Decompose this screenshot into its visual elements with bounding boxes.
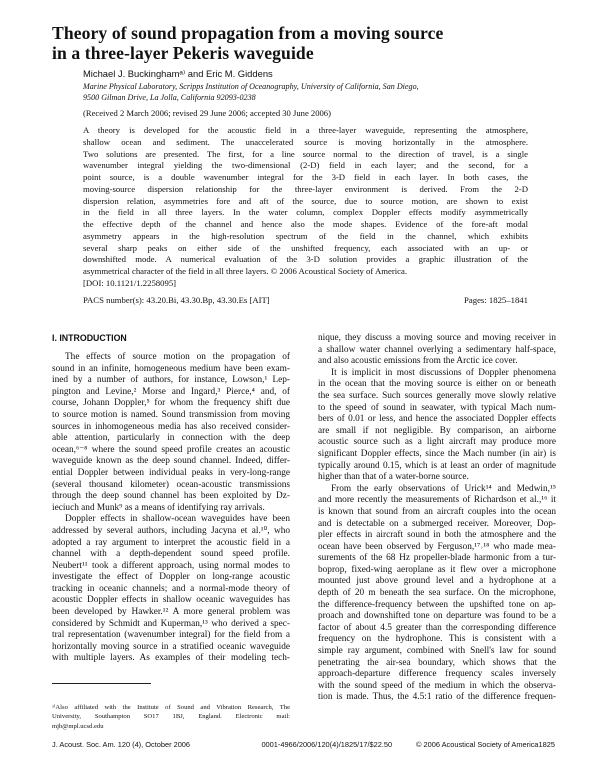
- paragraph: [318, 484, 556, 704]
- text-line: with the sound speed of the medium in which the observa-: [318, 680, 556, 691]
- text-line: (several thousand kilometer) ocean-acoustic transmissions: [52, 479, 290, 490]
- text-line: tracking in oceanic channels; and a normal-mode theory of: [52, 583, 290, 594]
- paragraph: [318, 368, 556, 484]
- pacs-row: [83, 295, 528, 305]
- text-line: surements of the 68 Hz propeller-blade harmonic from a tur-: [318, 553, 556, 564]
- copyright: © 2006 Acoustical Society of America: [416, 740, 539, 749]
- text-line: and is detectable on a submerged receiver. Moreover, Dop-: [318, 518, 556, 529]
- text-line: tral representation (wavenumber integral) for the field from a: [52, 630, 290, 641]
- text-line: Doppler effects in shallow-ocean waveguides have been: [65, 514, 290, 525]
- text-line: and also acoustic emissions from the Arctic ice cover.: [318, 356, 518, 367]
- abstract-line: wavenumber integral yielding the two-dimensional (2-D) field in each layer; and the second, for a: [83, 160, 528, 171]
- text-line: and more recently the measurements of Richardson et al.,¹⁶ it: [318, 495, 556, 506]
- text-line: acoustic Doppler effects in shallow oceanic waveguides has: [52, 595, 290, 606]
- footnote-divider: [52, 683, 151, 684]
- text-line: bers of 0.01 or less, and hence the associated Doppler effects: [318, 414, 556, 425]
- journal-citation: J. Acoust. Soc. Am. 120 (4), October 2006: [52, 740, 191, 749]
- text-line: approach-departure difference frequency scales inversely: [318, 669, 556, 680]
- text-line: addressed by several authors, including Jacyna et al.¹⁰, who: [52, 525, 290, 536]
- affiliation: [83, 81, 419, 103]
- text-line: ined by a number of authors, for instance, Lowson,¹ Lep-: [52, 375, 290, 386]
- text-line: been developed by Hawker.¹² A more general problem was: [52, 607, 290, 618]
- text-line: The effects of source motion on the propagation of: [65, 352, 290, 362]
- text-line: is known that sound from an aircraft couples into the ocean: [318, 506, 556, 517]
- text-line: acoustic source such as a light aircraft may produce more: [318, 437, 556, 448]
- text-line: considered by Schmidt and Kuperman,¹³ who derived a spec-: [52, 618, 290, 629]
- text-line: depth of 20 m beneath the sea surface. On the microphone,: [318, 588, 556, 599]
- abstract-line: moving-source dispersion relationship for the three-layer environment is derived. From the 2-D: [83, 183, 528, 194]
- text-line: pington and Levine,² Morse and Ingard,³ Pierce,⁴ and, of: [52, 386, 290, 397]
- abstract-line: A theory is developed for the acoustic field in a three-layer waveguide, representing the atmosphere,: [83, 125, 528, 135]
- affiliation-line: 9500 Gilman Drive, La Jolla, California 92093-0238: [83, 93, 256, 102]
- text-line: horizontally moving source in a stratified oceanic waveguide: [52, 641, 290, 652]
- text-line: able attention, particularly in connection with the deep: [52, 433, 290, 444]
- text-line: course, Johann Doppler,⁵ for whom the frequency shift due: [52, 398, 290, 409]
- abstract-line: downshifted mode. A numerical evaluation of the 3-D solution provides a graphic illustration of the: [83, 254, 528, 265]
- text-line: factor of about 4.5 greater than the corresponding difference: [318, 622, 556, 633]
- text-line: proach and downshifted tone on departure was found to be a: [318, 611, 556, 622]
- text-line: ieciuch and Munk⁹ as a means of identifying ray arrivals.: [52, 502, 265, 513]
- abstract-line: dispersion relation, asymmetries fore and aft of the source, due to source motion, are shown to exist: [83, 195, 528, 206]
- text-line: to the speed of sound in seawater, with typical Mach num-: [318, 402, 556, 413]
- text-line: pler effects in aircraft sound in both the atmosphere and the: [318, 530, 556, 541]
- text-line: significant Doppler effects, since the Mach number (in air) is: [318, 448, 556, 459]
- text-line: adopted a ray argument to interpret the acoustic field in a: [52, 537, 290, 548]
- text-line: nique, they discuss a moving source and moving receiver in: [318, 333, 556, 343]
- article-code: 0001-4966/2006/120(4)/1825/17/$22.50: [261, 740, 393, 749]
- text-line: simple ray argument, combined with Snell's law for sound: [318, 646, 556, 657]
- right-column: [318, 333, 556, 704]
- affiliation-line: Marine Physical Laboratory, Scripps Institution of Oceanography, University of California, San Diego,: [83, 82, 419, 91]
- section-heading: I. INTRODUCTION: [52, 333, 127, 343]
- paragraph: [52, 352, 290, 514]
- paper-title: [52, 24, 443, 63]
- text-line: the difference-frequency between the upshifted tone on ap-: [318, 599, 556, 610]
- page-number: 1825: [538, 740, 555, 749]
- text-line: mounted just above ground level and a hydrophone at a: [318, 576, 556, 587]
- text-line: waveguide known as the deep sound channel. Indeed, differ-: [52, 456, 290, 467]
- abstract-line: asymmetrical character of the field in all three layers. © 2006 Acoustical Society of America.: [83, 266, 408, 276]
- received-dates: (Received 2 March 2006; revised 29 June 2006; accepted 30 June 2006): [83, 108, 331, 118]
- text-line: ential Doppler between individual peaks in very-long-range: [52, 467, 290, 478]
- abstract: [83, 125, 528, 290]
- page-range: Pages: 1825–1841: [464, 295, 528, 305]
- abstract-line: shallow ocean and sediment. The unaccelerated source is moving horizontally in the atmosphere.: [83, 136, 528, 147]
- abstract-line: in the field in all three layers. In the water column, complex Doppler effects modify asymmetrically: [83, 207, 528, 218]
- footnote-line: ᵃ⁾Also affiliated with the Institute of Sound and Vibration Research, The: [52, 704, 290, 711]
- text-line: with multiple layers. As examples of their modeling tech-: [52, 653, 290, 664]
- abstract-line: [DOI: 10.1121/1.2258095]: [83, 277, 177, 288]
- text-line: sound in an infinite, homogeneous medium have been exam-: [52, 363, 290, 374]
- text-line: investigate the effect of Doppler on long-range acoustic: [52, 572, 290, 583]
- text-line: From the early observations of Urick¹⁴ and Medwin,¹⁵: [331, 483, 556, 494]
- text-line: in the ocean that the moving source is either on or beneath: [318, 379, 556, 390]
- authors: Michael J. Buckinghamᵃ⁾ and Eric M. Giddens: [83, 68, 273, 79]
- text-line: ocean,⁶⁻⁸ where the sound speed profile creates an acoustic: [52, 444, 290, 455]
- text-line: boprop, fixed-wing aeroplane as it flew over a microphone: [318, 564, 556, 575]
- text-line: typically around 0.15, which is at least an order of magnitude: [318, 460, 556, 471]
- text-line: through the deep sound channel has been exploited by Dz-: [52, 491, 290, 502]
- title-line: in a three-layer Pekeris waveguide: [52, 42, 314, 63]
- text-line: penetrating the air-sea boundary, which shows that the: [318, 657, 556, 668]
- text-line: ocean have been observed by Ferguson,¹⁷˒¹⁸ who made mea-: [318, 541, 556, 552]
- paragraph: [318, 333, 556, 368]
- abstract-line: point source, is a double wavenumber integral for the 3-D field in each layer. In both cases, the: [83, 172, 528, 182]
- left-column: [52, 352, 290, 665]
- pacs-numbers: PACS number(s): 43.20.Bi, 43.30.Bp, 43.30.Es [AIT]: [83, 295, 270, 305]
- abstract-line: asymmetry appears in the high-resolution spectrum of the field in the channel, which exhibits: [83, 230, 528, 241]
- footnote-line: University, Southampton SO17 1BJ, England. Electronic mail:: [52, 713, 290, 721]
- paragraph: [52, 514, 290, 665]
- title-line: Theory of sound propagation from a moving source: [52, 23, 444, 43]
- abstract-line: several sharp peaks on either side of the unshifted frequency, each associated with an up- or: [83, 242, 528, 253]
- abstract-line: Two solutions are presented. The first, for a line source normal to the direction of travel, is a single: [83, 148, 528, 159]
- footnote-line: mjb@mpl.ucsd.edu: [52, 722, 104, 730]
- text-line: frequency on the hydrophone. This is consistent with a: [318, 634, 556, 645]
- page-footer: [52, 740, 555, 749]
- text-line: It is implicit in most discussions of Doppler phenomena: [331, 367, 556, 378]
- text-line: tion is made. Thus, the 4.5:1 ratio of the difference frequen-: [318, 692, 556, 703]
- abstract-line: the effective depth of the channel and hence also the mode shapes. Evidence of the fore-aft modal: [83, 219, 528, 229]
- text-line: Neubert¹¹ took a different approach, using normal modes to: [52, 560, 290, 571]
- text-line: to source motion is named. Sound transmission from moving: [52, 409, 290, 420]
- text-line: channel with a depth-dependent sound speed profile.: [52, 549, 290, 560]
- text-line: sources in inhomogeneous media has also received consider-: [52, 421, 290, 432]
- text-line: a shallow water channel overlying a sedimentary half-space,: [318, 344, 556, 355]
- text-line: the sea surface. Such sources generally move slowly relative: [318, 390, 556, 401]
- text-line: higher than that of a water-borne source.: [318, 472, 469, 483]
- footnote: [52, 703, 290, 731]
- text-line: are small if not negligible. By comparison, an airborne: [318, 425, 556, 436]
